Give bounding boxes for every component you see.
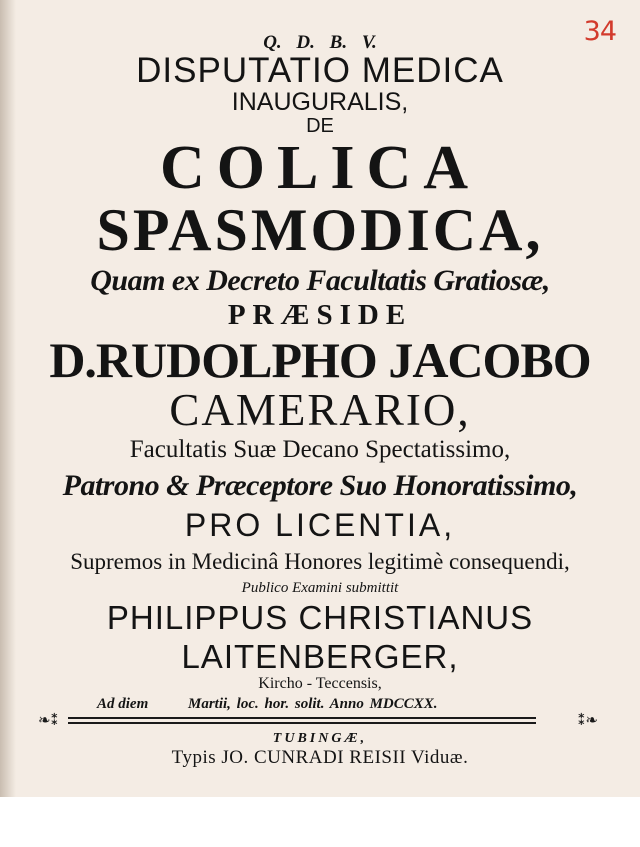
date-details: Martii, loc. hor. solit. Anno MDCCXX. xyxy=(188,696,438,712)
date-ad-diem: Ad diem xyxy=(97,696,149,712)
title-inauguralis: INAUGURALIS, xyxy=(231,88,409,116)
praeses-name-line2: CAMERARIO, xyxy=(169,385,471,435)
invocation: Q. D. B. V. xyxy=(263,32,377,53)
title-disputatio-medica: DISPUTATIO MEDICA xyxy=(136,51,504,90)
respondent-name-line1: PHILIPPUS CHRISTIANUS xyxy=(106,599,534,636)
imprint-city: TUBINGÆ, xyxy=(272,731,368,746)
pro-licentia: PRO LICENTIA, xyxy=(184,507,456,543)
respondent-origin: Kircho - Teccensis, xyxy=(258,675,382,692)
decree-line: Quam ex Decreto Facultatis Gratiosæ, xyxy=(90,264,550,297)
fleuron-left-icon: ❧⁑ xyxy=(38,711,59,729)
purpose-line: Supremos in Medicinâ Honores legitimè consequendi, xyxy=(70,549,570,574)
imprint-printer: Typis JO. CUNRADI REISII Viduæ. xyxy=(171,747,469,768)
title-de: DE xyxy=(306,115,334,137)
double-rule-bottom xyxy=(68,722,536,724)
fleuron-right-icon: ⁑❧ xyxy=(577,711,598,729)
title-spasmodica: SPASMODICA, xyxy=(96,197,544,263)
ornamental-rule xyxy=(38,710,598,730)
submission-line: Publico Examini submittit xyxy=(241,580,399,596)
praeses-name-line1: D.RUDOLPHO JACOBO xyxy=(49,332,591,388)
praeses-role-dean: Facultatis Suæ Decano Spectatissimo, xyxy=(129,436,511,463)
double-rule-top xyxy=(68,717,536,719)
respondent-name-line2: LAITENBERGER, xyxy=(181,638,459,675)
title-colica: COLICA xyxy=(159,134,481,202)
praeses-role-patron: Patrono & Præceptore Suo Honoratissimo, xyxy=(62,469,578,502)
sheet-number-annotation: 34 xyxy=(583,16,616,47)
praeside-heading: PRÆSIDE xyxy=(227,299,413,331)
